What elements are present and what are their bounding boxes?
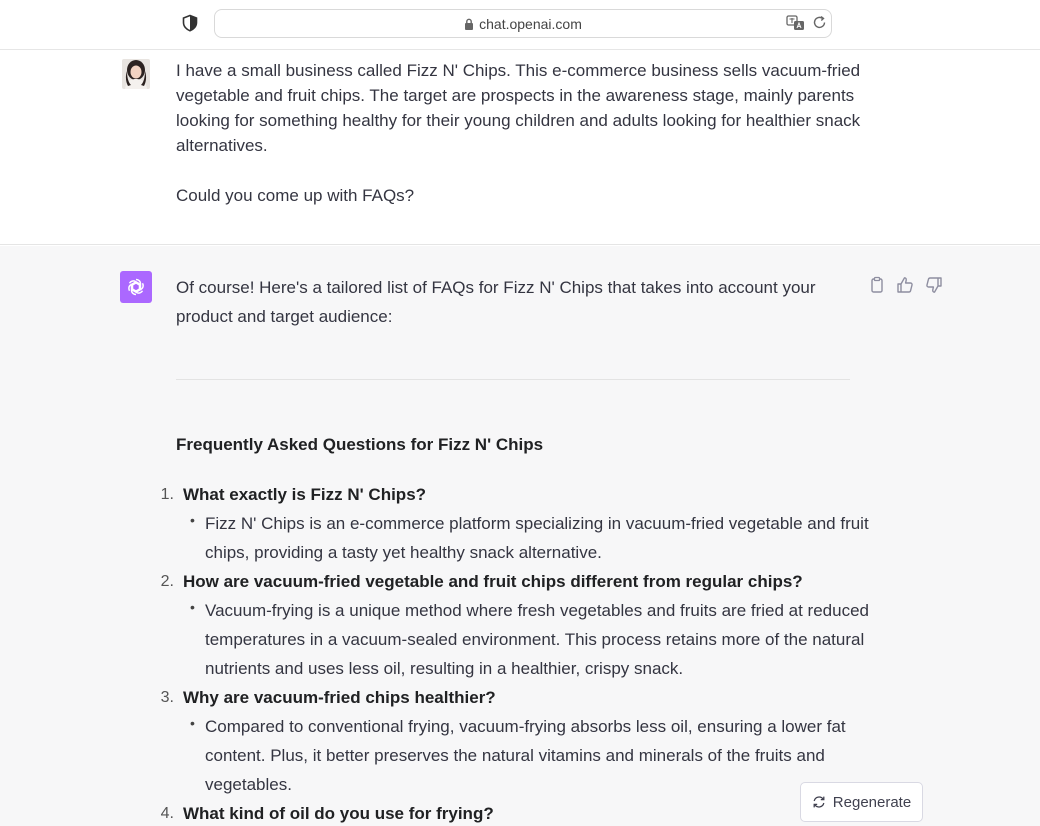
regenerate-label: Regenerate xyxy=(832,793,912,811)
chatgpt-avatar xyxy=(120,271,152,303)
user-message xyxy=(0,51,1040,245)
message-actions xyxy=(866,276,946,296)
bullet: • xyxy=(190,512,195,528)
faq-number: 2. xyxy=(160,573,174,590)
thumbs-down-icon[interactable] xyxy=(925,276,943,294)
regenerate-icon xyxy=(812,795,826,809)
faq-answer: Vacuum-frying is a unique method where fresh vegetables and fruits are fried at reduced temperatures in a vacuum-sealed environment. This process retains more of the natural nutrients and uses less oil, resulting in a healthier, crispy snack. xyxy=(205,601,869,678)
faq-question: What exactly is Fizz N' Chips? xyxy=(183,485,427,504)
faq-question: What kind of oil do you use for frying? xyxy=(183,804,494,823)
address-bar[interactable] xyxy=(214,9,832,38)
thumbs-up-icon[interactable] xyxy=(896,276,914,294)
bullet: • xyxy=(190,715,195,731)
lock-icon xyxy=(464,18,474,30)
translate-icon[interactable] xyxy=(786,14,806,32)
faq-question: How are vacuum-fried vegetable and fruit chips different from regular chips? xyxy=(183,572,803,591)
divider xyxy=(176,379,850,380)
regenerate-button[interactable] xyxy=(800,782,923,822)
assistant-intro-text: Of course! Here's a tailored list of FAQs for Fizz N' Chips that takes into account your product and target audience: xyxy=(176,278,816,326)
faq-heading: Frequently Asked Questions for Fizz N' Chips xyxy=(176,435,544,454)
faq-number: 1. xyxy=(160,486,174,503)
copy-icon[interactable] xyxy=(868,276,886,294)
bullet: • xyxy=(190,599,195,615)
address-bar-text xyxy=(215,16,831,32)
browser-toolbar xyxy=(0,0,1040,50)
faq-answer: Compared to conventional frying, vacuum-frying absorbs less oil, ensuring a lower fat content. Plus, it better preserves the natural vitamins and minerals of the fruits and vegetables. xyxy=(205,717,846,794)
user-message-text xyxy=(176,58,866,233)
openai-logo-icon xyxy=(125,276,147,298)
user-avatar xyxy=(122,59,150,89)
shield-icon[interactable] xyxy=(181,14,199,32)
url-label: chat.openai.com xyxy=(479,16,582,32)
assistant-message xyxy=(0,246,1040,826)
user-paragraph: I have a small business called Fizz N' Chips. This e-commerce business sells vacuum-fried vegetable and fruit chips. The target are prospects in the awareness stage, mainly parents looking for something healthy for their young children and adults looking for healthier snack alternatives. xyxy=(176,61,861,155)
faq-question: Why are vacuum-fried chips healthier? xyxy=(183,688,496,707)
user-paragraph: Could you come up with FAQs? xyxy=(176,186,415,205)
faq-number: 3. xyxy=(160,689,174,706)
faq-number: 4. xyxy=(160,805,174,822)
reload-icon[interactable] xyxy=(812,15,827,30)
faq-answer: Fizz N' Chips is an e-commerce platform specializing in vacuum-fried vegetable and fruit chips, providing a tasty yet healthy snack alternative. xyxy=(205,514,869,562)
